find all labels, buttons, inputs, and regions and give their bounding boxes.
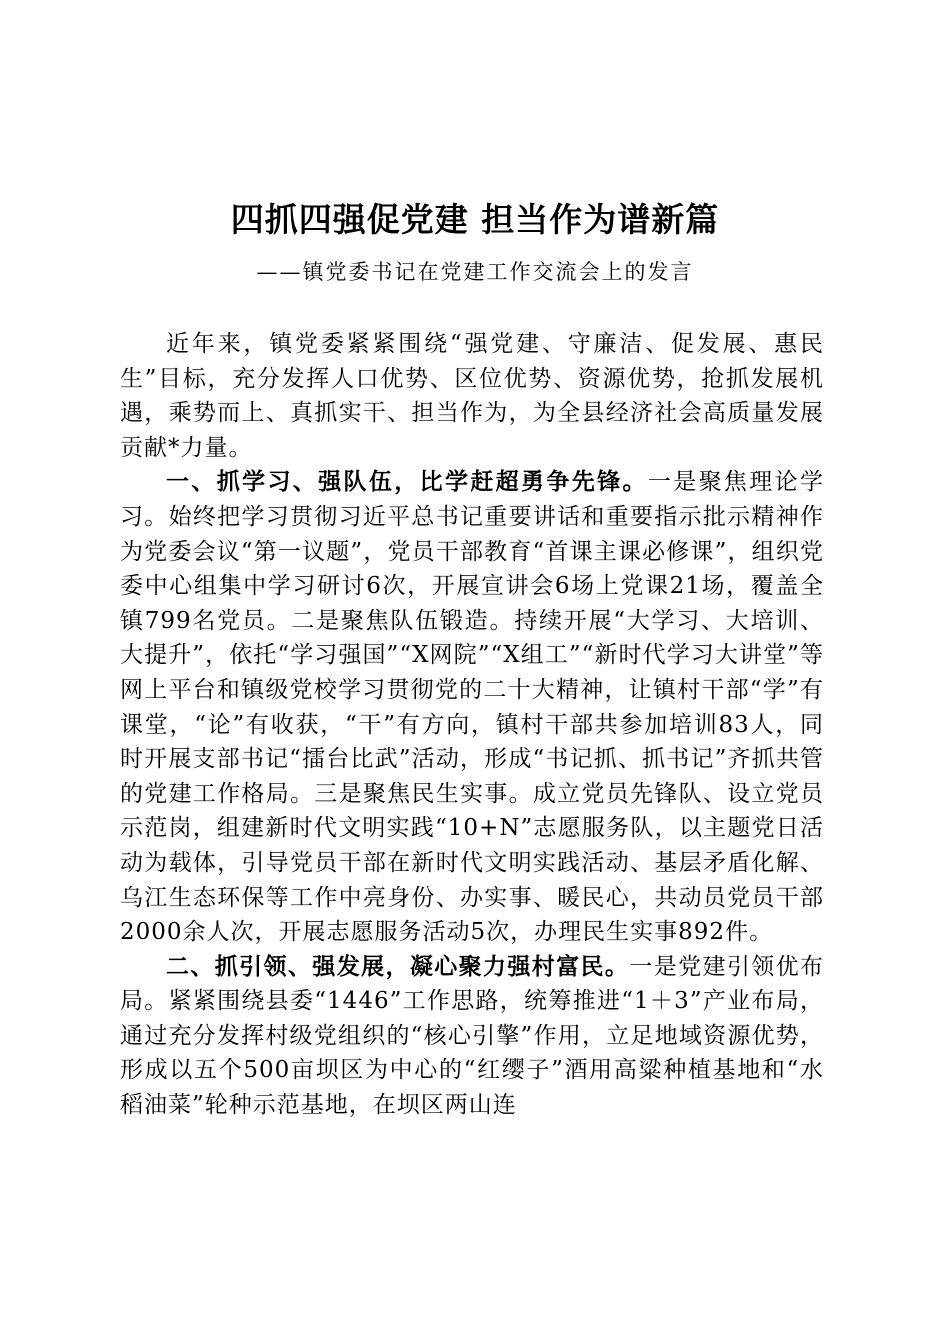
document-title: 四抓四强促党建 担当作为谱新篇 (230, 200, 720, 239)
paragraph-section-2 (120, 950, 824, 1123)
paragraph-section-1 (120, 465, 824, 949)
paragraph-text: 近年来，镇党委紧紧围绕“强党建、守廉洁、促发展、惠民生”目标，充分发挥人口优势、区位优势、资源优势，抢抓发展机遇，乘势而上、真抓实干、担当作为，为全县经济社会高质量发展贡献*力量。 (120, 331, 824, 461)
paragraph-text: 一是聚焦理论学习。始终把学习贯彻习近平总书记重要讲话和重要指示批示精神作为党委会议“第一议题”，党员干部教育“首课主课必修课”，组织党委中心组集中学习研讨6次，开展宣讲会6场上党课21场，覆盖全镇799名党员。二是聚焦队伍锻造。持续开展“大学习、大培训、大提升”，依托“学习强国”“X网院”“X组工”“新时代学习大讲堂”等网上平台和镇级党校学习贯彻党的二十大精神，让镇村干部“学”有课堂，“论”有收获，“干”有方向，镇村干部共参加培训83人，同时开展支部书记“擂台比武”活动，形成“书记抓、抓书记”齐抓共管的党建工作格局。三是聚焦民生实事。成立党员先锋队、设立党员示范岗，组建新时代文明实践“10+N”志愿服务队，以主题党日活动为载体，引导党员干部在新时代文明实践活动、基层矛盾化解、乌江生态环保等工作中亮身份、办实事、暖民心，共动员党员干部2000余人次，开展志愿服务活动5次，办理民生实事892件。 (120, 469, 825, 946)
document-subtitle: ——镇党委书记在党建工作交流会上的发言 (256, 260, 694, 284)
paragraph-intro (120, 327, 824, 465)
paragraph-text: 一是党建引领优布局。紧紧围绕县委“1446”工作思路，统筹推进“1＋3”产业布局，通过充分发挥村级党组织的“核心引擎”作用，立足地域资源优势，形成以五个500亩坝区为中心的“红缨子”酒用高粱种植基地和“水稻油菜”轮种示范基地，在坝区两山连 (120, 953, 825, 1119)
section-heading: 一、抓学习、强队伍，比学赶超勇争先锋。 (166, 469, 648, 496)
section-heading: 二、抓引领、强发展，凝心聚力强村富民。 (166, 953, 630, 980)
document-body (120, 327, 824, 1123)
